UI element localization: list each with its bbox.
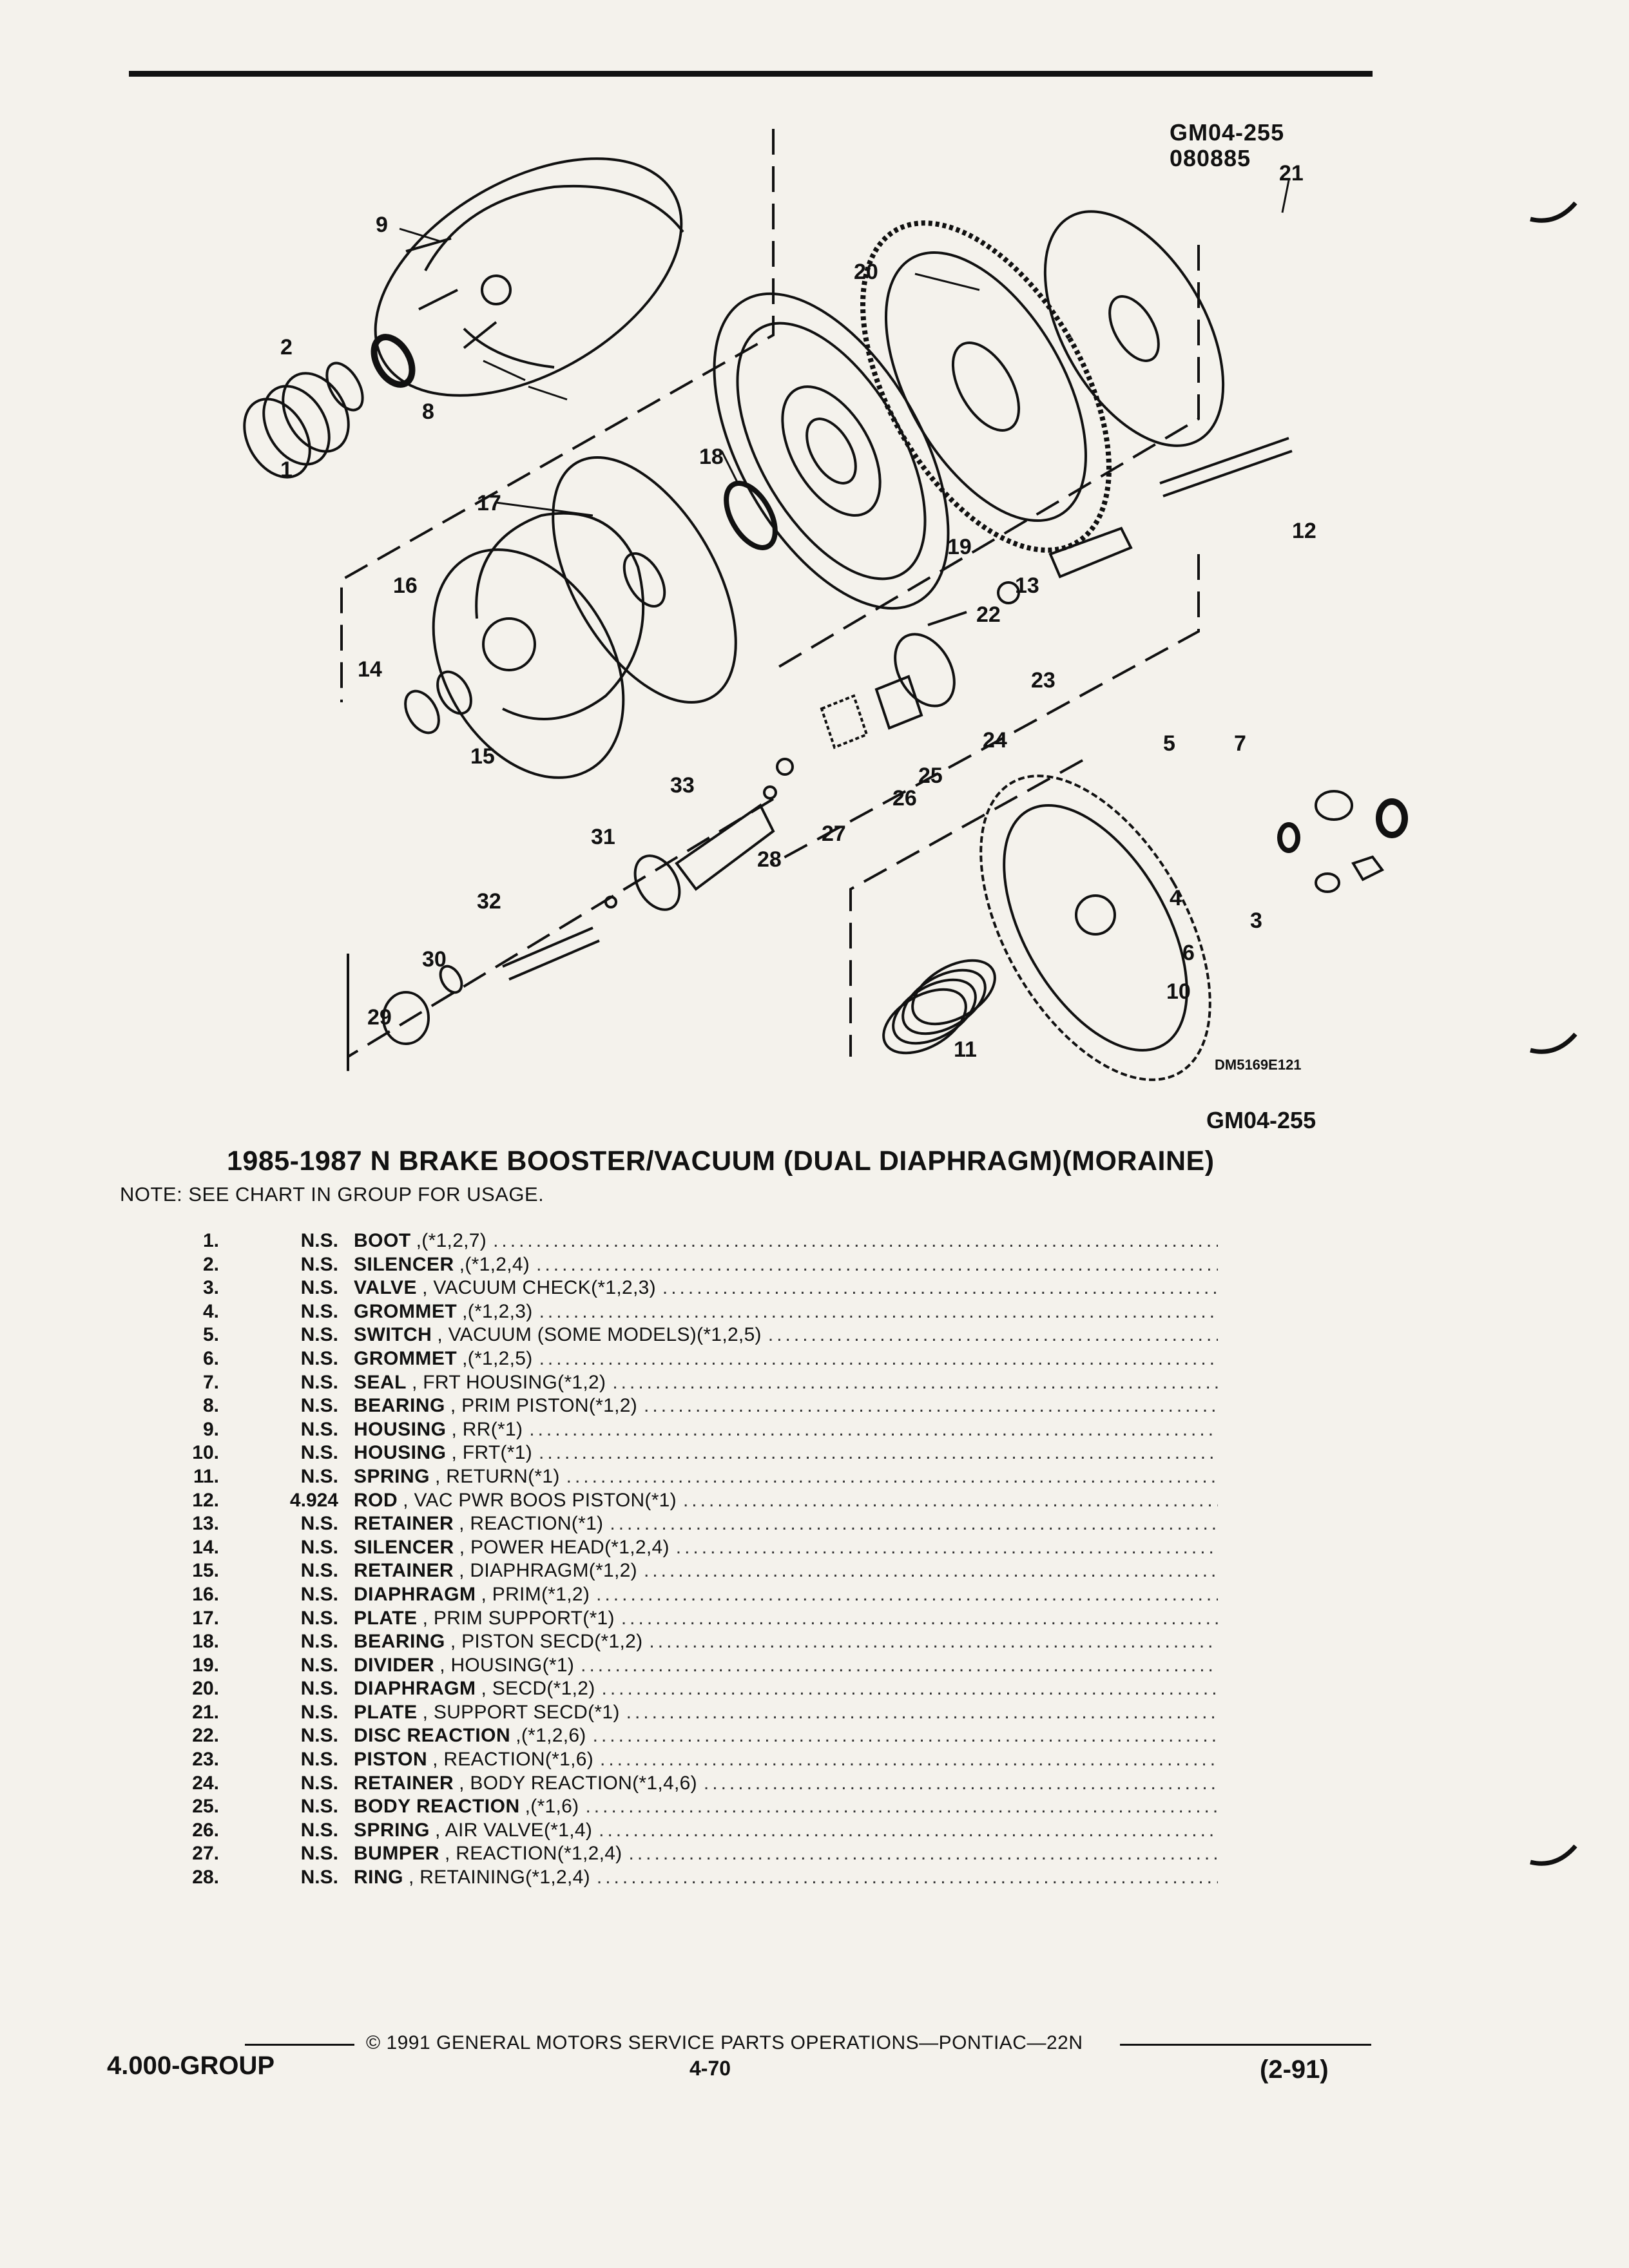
- part-description: ,(*1,2,6): [516, 1725, 586, 1747]
- callout-8: 8: [422, 399, 434, 424]
- part-row: [155, 1654, 1218, 1678]
- part-price: N.S.: [300, 1253, 338, 1275]
- dot-leader: [644, 1559, 1218, 1583]
- part-price: N.S.: [300, 1843, 338, 1865]
- boundary-line: [342, 129, 773, 702]
- part-number: 18.: [192, 1631, 219, 1653]
- callout-21: 21: [1279, 161, 1304, 186]
- primary-support-plate: [516, 427, 774, 733]
- primary-diaphragm: [394, 514, 662, 812]
- callout-2: 2: [280, 335, 293, 360]
- part-row: [155, 1418, 1218, 1442]
- dot-leader: [539, 1347, 1218, 1371]
- part-price: N.S.: [300, 1725, 338, 1747]
- part-price: N.S.: [300, 1583, 338, 1605]
- front-housing: [934, 738, 1257, 1095]
- part-name: SILENCER: [354, 1536, 454, 1558]
- dot-leader: [644, 1394, 1218, 1418]
- page-title: 1985-1987 N BRAKE BOOSTER/VACUUM (DUAL DIAPHRAGM)(MORAINE): [227, 1146, 1215, 1177]
- part-description: , FRT(*1): [451, 1442, 532, 1464]
- part-price: N.S.: [300, 1607, 338, 1629]
- dot-leader: [612, 1371, 1218, 1395]
- binder-mark-icon: [1527, 1843, 1579, 1869]
- body-reaction-retainer: [883, 624, 966, 716]
- dot-leader: [539, 1441, 1218, 1465]
- part-name: RETAINER: [354, 1513, 454, 1535]
- part-description: , PRIM(*1,2): [481, 1583, 590, 1605]
- part-description: , SECD(*1,2): [481, 1678, 595, 1700]
- part-number: 28.: [192, 1867, 219, 1888]
- part-description: , REACTION(*1,6): [432, 1749, 593, 1771]
- part-price: N.S.: [300, 1749, 338, 1771]
- dot-leader: [597, 1866, 1218, 1890]
- part-row: [155, 1630, 1218, 1654]
- part-price: N.S.: [300, 1513, 338, 1535]
- part-price: N.S.: [300, 1560, 338, 1582]
- callout-18: 18: [699, 445, 724, 469]
- part-row: [155, 1489, 1218, 1513]
- part-name: RING: [354, 1867, 403, 1888]
- callout-7: 7: [1234, 731, 1246, 756]
- callout-17: 17: [477, 491, 501, 515]
- part-row: [155, 1842, 1218, 1866]
- part-number: 3.: [202, 1277, 219, 1299]
- part-row: [155, 1465, 1218, 1489]
- part-price: N.S.: [300, 1347, 338, 1369]
- group-label: 4.000-GROUP: [107, 2052, 275, 2080]
- callout-25: 25: [918, 764, 943, 788]
- part-row: [155, 1607, 1218, 1631]
- secondary-support-plate: [1008, 182, 1260, 476]
- dot-leader: [600, 1748, 1218, 1772]
- part-description: , PRIM PISTON(*1,2): [450, 1395, 638, 1417]
- part-number: 23.: [192, 1749, 219, 1771]
- reaction-bumper: [777, 759, 793, 774]
- dot-leader: [581, 1654, 1218, 1678]
- part-row: [155, 1253, 1218, 1277]
- callout-30: 30: [422, 947, 447, 972]
- front-housing-seal: [1379, 802, 1405, 835]
- illustration-id: DM5169E121: [1215, 1057, 1302, 1073]
- dot-leader: [662, 1276, 1218, 1300]
- part-number: 19.: [192, 1654, 219, 1676]
- part-name: ROD: [354, 1489, 398, 1511]
- callout-26: 26: [892, 786, 917, 811]
- part-row: [155, 1866, 1218, 1890]
- part-price: 4.924: [289, 1489, 338, 1511]
- part-name: BODY REACTION: [354, 1796, 520, 1818]
- dot-leader: [585, 1795, 1218, 1819]
- callout-22: 22: [976, 602, 1001, 627]
- dot-leader: [539, 1300, 1218, 1324]
- part-row: [155, 1276, 1218, 1300]
- dot-leader: [704, 1772, 1218, 1796]
- callout-3: 3: [1250, 908, 1262, 933]
- part-number: 8.: [202, 1395, 219, 1417]
- footer-rule-left: [245, 2044, 354, 2046]
- part-price: N.S.: [300, 1654, 338, 1676]
- silencer-part: [320, 357, 370, 416]
- part-price: N.S.: [300, 1230, 338, 1251]
- boundary-line: [773, 554, 1199, 863]
- part-row: [155, 1371, 1218, 1395]
- body-reaction: [876, 677, 921, 728]
- part-number: 10.: [192, 1442, 219, 1464]
- part-price: N.S.: [300, 1701, 338, 1723]
- piston-bearing: [717, 475, 786, 555]
- part-description: ,(*1,2,3): [462, 1300, 533, 1322]
- grommet: [1316, 874, 1339, 892]
- part-number: 22.: [192, 1725, 219, 1747]
- part-name: DIAPHRAGM: [354, 1583, 476, 1605]
- figure-code: GM04-255: [1206, 1107, 1316, 1133]
- part-number: 15.: [192, 1560, 219, 1582]
- rear-housing: [335, 116, 722, 445]
- callout-29: 29: [367, 1005, 392, 1030]
- part-number: 26.: [192, 1819, 219, 1841]
- dot-leader: [599, 1819, 1218, 1843]
- part-name: PISTON: [354, 1749, 428, 1771]
- part-price: N.S.: [300, 1418, 338, 1440]
- reaction-piston: [928, 612, 967, 625]
- part-description: ,(*1,2,4): [459, 1253, 530, 1275]
- footer-rule-right: [1120, 2044, 1371, 2046]
- bearing-part: [366, 331, 419, 391]
- part-description: , RR(*1): [451, 1418, 523, 1440]
- part-name: HOUSING: [354, 1442, 447, 1464]
- part-name: DIVIDER: [354, 1654, 435, 1676]
- dot-leader: [601, 1677, 1218, 1701]
- part-row: [155, 1394, 1218, 1418]
- dot-leader: [683, 1489, 1218, 1513]
- part-row: [155, 1701, 1218, 1725]
- part-row: [155, 1559, 1218, 1583]
- part-description: ,(*1,2,7): [416, 1230, 487, 1251]
- dot-leader: [628, 1842, 1218, 1866]
- part-row: [155, 1819, 1218, 1843]
- check-valve: [1353, 857, 1382, 879]
- secondary-diaphragm: [812, 182, 1160, 591]
- part-description: , PISTON SECD(*1,2): [450, 1631, 643, 1653]
- part-number: 14.: [192, 1536, 219, 1558]
- part-price: N.S.: [300, 1442, 338, 1464]
- part-number: 13.: [192, 1513, 219, 1535]
- part-row: [155, 1677, 1218, 1701]
- part-price: N.S.: [300, 1371, 338, 1393]
- part-description: , SUPPORT SECD(*1): [422, 1701, 620, 1723]
- callout-10: 10: [1166, 979, 1191, 1004]
- part-row: [155, 1441, 1218, 1465]
- callout-5: 5: [1163, 731, 1175, 756]
- part-number: 5.: [202, 1324, 219, 1346]
- part-description: , HOUSING(*1): [439, 1654, 575, 1676]
- part-number: 20.: [192, 1678, 219, 1700]
- dot-leader: [610, 1512, 1218, 1536]
- exploded-view-svg: [193, 116, 1418, 1095]
- part-price: N.S.: [300, 1277, 338, 1299]
- callout-31: 31: [591, 825, 615, 849]
- reference-code-line-1: GM04-255: [1170, 119, 1285, 146]
- callout-4: 4: [1170, 886, 1182, 910]
- part-number: 25.: [192, 1796, 219, 1818]
- part-name: BEARING: [354, 1631, 445, 1653]
- part-row: [155, 1323, 1218, 1347]
- reaction-retainer: [1050, 528, 1131, 577]
- valve-body-end: [626, 848, 689, 918]
- part-number: 17.: [192, 1607, 219, 1629]
- part-row: [155, 1347, 1218, 1371]
- callout-16: 16: [393, 573, 418, 598]
- callout-19: 19: [947, 535, 972, 559]
- part-description: ,(*1,6): [525, 1796, 579, 1818]
- grommet: [1280, 825, 1298, 850]
- part-description: , VAC PWR BOOS PISTON(*1): [403, 1489, 677, 1511]
- dot-leader: [626, 1701, 1218, 1725]
- part-number: 12.: [192, 1489, 219, 1511]
- part-name: SEAL: [354, 1371, 407, 1393]
- part-description: ,(*1,2,5): [462, 1347, 533, 1369]
- part-row: [155, 1772, 1218, 1796]
- callout-9: 9: [376, 213, 388, 237]
- part-description: , REACTION(*1,2,4): [445, 1843, 622, 1865]
- part-price: N.S.: [300, 1867, 338, 1888]
- part-number: 9.: [202, 1418, 219, 1440]
- part-number: 4.: [202, 1300, 219, 1322]
- part-number: 27.: [192, 1843, 219, 1865]
- part-description: , BODY REACTION(*1,4,6): [459, 1772, 697, 1794]
- part-price: N.S.: [300, 1300, 338, 1322]
- revision-date: (2-91): [1260, 2055, 1329, 2084]
- part-description: , RETURN(*1): [435, 1465, 560, 1487]
- part-row: [155, 1724, 1218, 1748]
- part-price: N.S.: [300, 1324, 338, 1346]
- dot-leader: [566, 1465, 1218, 1489]
- part-number: 1.: [202, 1230, 219, 1251]
- dot-leader: [621, 1607, 1218, 1631]
- callout-14: 14: [358, 657, 382, 682]
- part-price: N.S.: [300, 1819, 338, 1841]
- callout-20: 20: [854, 260, 878, 284]
- exploded-view-diagram: [193, 116, 1418, 1095]
- part-description: , POWER HEAD(*1,2,4): [459, 1536, 670, 1558]
- dot-leader: [649, 1630, 1218, 1654]
- copyright-text: © 1991 GENERAL MOTORS SERVICE PARTS OPERATIONS—PONTIAC—22N: [366, 2032, 1083, 2053]
- part-name: PLATE: [354, 1701, 418, 1723]
- dot-leader: [676, 1536, 1218, 1560]
- part-number: 11.: [193, 1465, 219, 1487]
- parts-list: [155, 1229, 1218, 1890]
- part-description: , REACTION(*1): [459, 1513, 604, 1535]
- dot-leader: [768, 1323, 1218, 1347]
- part-name: DISC REACTION: [354, 1725, 511, 1747]
- part-name: GROMMET: [354, 1300, 458, 1322]
- dot-leader: [536, 1253, 1218, 1277]
- part-name: PLATE: [354, 1607, 418, 1629]
- part-name: VALVE: [354, 1277, 418, 1299]
- callout-27: 27: [822, 822, 846, 846]
- part-price: N.S.: [300, 1395, 338, 1417]
- air-valve-spring: [822, 696, 867, 747]
- retaining-ring: [764, 787, 776, 798]
- part-name: RETAINER: [354, 1560, 454, 1582]
- part-description: , RETAINING(*1,2,4): [409, 1867, 590, 1888]
- dot-leader: [493, 1229, 1218, 1253]
- dot-leader: [529, 1418, 1218, 1442]
- vacuum-switch: [1316, 791, 1352, 820]
- part-name: SPRING: [354, 1819, 430, 1841]
- part-price: N.S.: [300, 1465, 338, 1487]
- part-price: N.S.: [300, 1772, 338, 1794]
- callout-6: 6: [1182, 941, 1195, 965]
- callout-15: 15: [470, 744, 495, 769]
- part-description: , VACUUM (SOME MODELS)(*1,2,5): [437, 1324, 762, 1346]
- part-row: [155, 1583, 1218, 1607]
- part-name: GROMMET: [354, 1347, 458, 1369]
- part-description: , PRIM SUPPORT(*1): [422, 1607, 615, 1629]
- part-description: , DIAPHRAGM(*1,2): [459, 1560, 637, 1582]
- part-name: SWITCH: [354, 1324, 432, 1346]
- part-row: [155, 1300, 1218, 1324]
- part-description: , VACUUM CHECK(*1,2,3): [422, 1277, 656, 1299]
- part-description: , AIR VALVE(*1,4): [435, 1819, 593, 1841]
- callout-13: 13: [1015, 573, 1039, 598]
- callout-12: 12: [1292, 519, 1316, 543]
- binder-mark-icon: [1527, 1031, 1579, 1057]
- callout-11: 11: [954, 1037, 977, 1062]
- part-number: 16.: [192, 1583, 219, 1605]
- part-name: HOUSING: [354, 1418, 447, 1440]
- return-spring: [872, 947, 1005, 1066]
- part-number: 2.: [202, 1253, 219, 1275]
- callout-23: 23: [1031, 668, 1055, 693]
- part-number: 21.: [192, 1701, 219, 1723]
- part-name: BUMPER: [354, 1843, 440, 1865]
- part-name: BOOT: [354, 1230, 411, 1251]
- boot-part: [231, 361, 362, 489]
- part-row: [155, 1512, 1218, 1536]
- callout-24: 24: [983, 728, 1007, 753]
- dot-leader: [596, 1583, 1218, 1607]
- dot-leader: [593, 1724, 1218, 1748]
- part-row: [155, 1536, 1218, 1560]
- part-number: 7.: [202, 1371, 219, 1393]
- part-price: N.S.: [300, 1796, 338, 1818]
- part-price: N.S.: [300, 1536, 338, 1558]
- part-price: N.S.: [300, 1631, 338, 1653]
- reference-code-line-2: 080885: [1170, 145, 1251, 171]
- part-name: SPRING: [354, 1465, 430, 1487]
- callout-32: 32: [477, 889, 501, 914]
- part-name: BEARING: [354, 1395, 445, 1417]
- part-number: 6.: [202, 1347, 219, 1369]
- callout-1: 1: [280, 457, 293, 482]
- binder-mark-icon: [1527, 200, 1579, 226]
- part-row: [155, 1229, 1218, 1253]
- callout-33: 33: [670, 773, 695, 798]
- part-name: DIAPHRAGM: [354, 1678, 476, 1700]
- part-number: 24.: [192, 1772, 219, 1794]
- usage-note: NOTE: SEE CHART IN GROUP FOR USAGE.: [120, 1183, 545, 1206]
- part-price: N.S.: [300, 1678, 338, 1700]
- page-number: 4-70: [689, 2057, 731, 2080]
- part-name: SILENCER: [354, 1253, 454, 1275]
- top-rule: [129, 71, 1373, 77]
- part-description: , FRT HOUSING(*1,2): [412, 1371, 606, 1393]
- callout-28: 28: [757, 847, 782, 872]
- part-row: [155, 1795, 1218, 1819]
- part-row: [155, 1748, 1218, 1772]
- part-name: RETAINER: [354, 1772, 454, 1794]
